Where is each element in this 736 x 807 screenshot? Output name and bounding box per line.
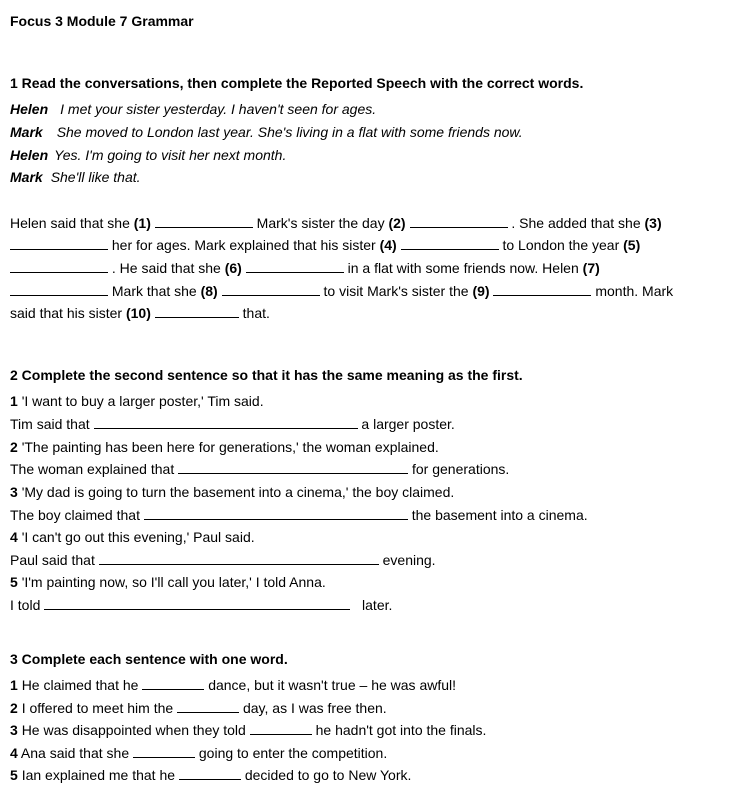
dialogue-line <box>10 100 376 118</box>
exercise-rewrite <box>10 551 436 569</box>
answer-blank[interactable] <box>178 461 408 474</box>
answer-blank[interactable] <box>401 237 499 250</box>
section2-heading: 2 Complete the second sentence so that it has the same meaning as the first. <box>10 367 523 383</box>
item-number: 2 <box>10 439 18 455</box>
item-number: 1 <box>10 677 18 693</box>
answer-blank[interactable] <box>99 552 379 565</box>
gap-number: (9) <box>472 283 490 299</box>
original-sentence: 'My dad is going to turn the basement into a cinema,' the boy claimed. <box>21 484 455 500</box>
item-number: 5 <box>10 574 18 590</box>
dialogue-text: She'll like that. <box>50 169 141 185</box>
paragraph-text: to visit Mark's sister the <box>323 283 469 299</box>
section1-heading: 1 Read the conversations, then complete the Reported Speech with the correct words. <box>10 75 584 91</box>
sentence-end: decided to go to New York. <box>244 767 412 783</box>
answer-blank[interactable] <box>10 237 108 250</box>
rewrite-start: The boy claimed that <box>10 507 140 523</box>
answer-blank[interactable] <box>155 305 239 318</box>
item-number: 3 <box>10 722 18 738</box>
answer-blank[interactable] <box>44 597 350 610</box>
sentence-end: he hadn't got into the finals. <box>315 722 487 738</box>
sentence-start: He claimed that he <box>21 677 139 693</box>
answer-blank[interactable] <box>410 215 508 228</box>
rewrite-start: Tim said that <box>10 416 90 432</box>
dialogue-text: Yes. I'm going to visit her next month. <box>54 147 287 163</box>
rewrite-start: Paul said that <box>10 552 95 568</box>
sentence-end: day, as I was free then. <box>242 700 387 716</box>
original-sentence: 'The painting has been here for generations,' the woman explained. <box>21 439 439 455</box>
sentence-start: I offered to meet him the <box>21 700 174 716</box>
dialogue-speaker: Helen <box>10 101 49 117</box>
paragraph-text: that. <box>242 305 270 321</box>
paragraph-line <box>10 282 673 300</box>
dialogue-text: She moved to London last year. She's living in a flat with some friends now. <box>56 124 523 140</box>
sentence-start: He was disappointed when they told <box>21 722 246 738</box>
paragraph-text: to London the year <box>502 237 620 253</box>
paragraph-line <box>10 236 640 254</box>
dialogue-line <box>10 146 286 164</box>
gap-number: (8) <box>200 283 218 299</box>
paragraph-text: . He said that she <box>111 260 221 276</box>
paragraph-text: Helen said that she <box>10 215 130 231</box>
answer-blank[interactable] <box>250 722 312 735</box>
answer-blank[interactable] <box>10 260 108 273</box>
gap-number: (4) <box>379 237 397 253</box>
page-title: Focus 3 Module 7 Grammar <box>10 13 194 29</box>
answer-blank[interactable] <box>222 283 320 296</box>
paragraph-text: Mark's sister the day <box>256 215 385 231</box>
exercise-sentence <box>10 676 456 694</box>
paragraph-text: Mark that she <box>111 283 197 299</box>
sentence-end: dance, but it wasn't true – he was awful! <box>208 677 457 693</box>
item-number: 3 <box>10 484 18 500</box>
gap-number: (3) <box>644 215 662 231</box>
paragraph-line <box>10 259 600 277</box>
rewrite-end: later. <box>362 597 393 613</box>
exercise-sentence <box>10 744 387 762</box>
answer-blank[interactable] <box>493 283 591 296</box>
answer-blank[interactable] <box>144 507 408 520</box>
dialogue-speaker: Helen <box>10 147 49 163</box>
paragraph-text: . She added that she <box>511 215 641 231</box>
exercise-sentence <box>10 699 387 717</box>
item-number: 4 <box>10 529 18 545</box>
answer-blank[interactable] <box>177 700 239 713</box>
rewrite-end: for generations. <box>412 461 510 477</box>
item-number: 4 <box>10 745 18 761</box>
exercise-original <box>10 573 326 591</box>
paragraph-text: said that his sister <box>10 305 123 321</box>
exercise-original <box>10 392 264 410</box>
dialogue-text: I met your sister yesterday. I haven't seen for ages. <box>60 101 377 117</box>
exercise-original <box>10 528 255 546</box>
gap-number: (7) <box>582 260 600 276</box>
answer-blank[interactable] <box>246 260 344 273</box>
gap-number: (1) <box>133 215 151 231</box>
exercise-sentence <box>10 766 411 784</box>
gap-number: (10) <box>125 305 151 321</box>
exercise-rewrite <box>10 506 588 524</box>
item-number: 5 <box>10 767 18 783</box>
gap-number: (5) <box>623 237 641 253</box>
dialogue-speaker: Mark <box>10 169 43 185</box>
paragraph-text: month. Mark <box>595 283 674 299</box>
original-sentence: 'I'm painting now, so I'll call you later,' I told Anna. <box>21 574 326 590</box>
answer-blank[interactable] <box>155 215 253 228</box>
rewrite-end: the basement into a cinema. <box>411 507 588 523</box>
exercise-rewrite <box>10 460 509 478</box>
rewrite-start: The woman explained that <box>10 461 175 477</box>
dialogue-line <box>10 123 523 141</box>
sentence-start: Ana said that she <box>20 745 130 761</box>
dialogue-line <box>10 168 141 186</box>
exercise-original <box>10 438 439 456</box>
item-number: 2 <box>10 700 18 716</box>
dialogue-speaker: Mark <box>10 124 43 140</box>
rewrite-end: a larger poster. <box>361 416 455 432</box>
exercise-rewrite <box>10 415 455 433</box>
item-number: 1 <box>10 393 18 409</box>
paragraph-text: her for ages. Mark explained that his sister <box>111 237 376 253</box>
sentence-start: Ian explained me that he <box>21 767 176 783</box>
paragraph-line <box>10 304 270 322</box>
gap-number: (6) <box>224 260 242 276</box>
answer-blank[interactable] <box>142 677 204 690</box>
section3-heading: 3 Complete each sentence with one word. <box>10 651 288 667</box>
sentence-end: going to enter the competition. <box>198 745 388 761</box>
exercise-original <box>10 483 454 501</box>
answer-blank[interactable] <box>94 416 358 429</box>
answer-blank[interactable] <box>133 745 195 758</box>
exercise-rewrite <box>10 596 392 614</box>
paragraph-line <box>10 214 662 232</box>
answer-blank[interactable] <box>179 767 241 780</box>
original-sentence: 'I want to buy a larger poster,' Tim said. <box>21 393 264 409</box>
rewrite-end: evening. <box>382 552 436 568</box>
gap-number: (2) <box>388 215 406 231</box>
original-sentence: 'I can't go out this evening,' Paul said. <box>21 529 255 545</box>
rewrite-start: I told <box>10 597 41 613</box>
exercise-sentence <box>10 721 486 739</box>
paragraph-text: in a flat with some friends now. Helen <box>347 260 579 276</box>
answer-blank[interactable] <box>10 283 108 296</box>
